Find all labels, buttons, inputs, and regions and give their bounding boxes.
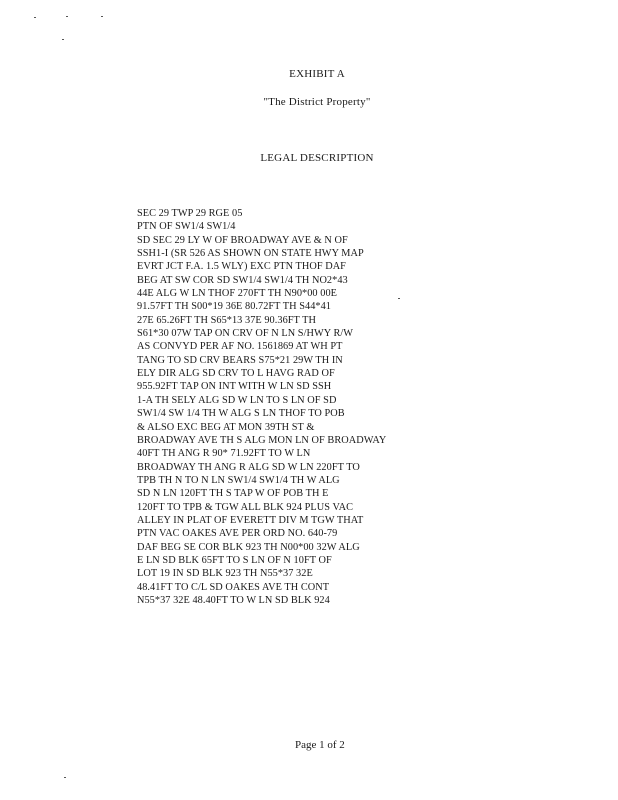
- scan-speck: [62, 39, 64, 40]
- scan-speck: [34, 17, 36, 18]
- description-line: BEG AT SW COR SD SW1/4 SW1/4 TH NO2*43: [137, 274, 348, 286]
- description-line: ALLEY IN PLAT OF EVERETT DIV M TGW THAT: [137, 514, 364, 526]
- description-line: S61*30 07W TAP ON CRV OF N LN S/HWY R/W: [137, 328, 354, 340]
- description-line: AS CONVYD PER AF NO. 1561869 AT WH PT: [137, 341, 343, 353]
- description-line: N55*37 32E 48.40FT TO W LN SD BLK 924: [137, 594, 330, 606]
- description-line: 1-A TH SELY ALG SD W LN TO S LN OF SD: [137, 394, 337, 406]
- description-line: 48.41FT TO C/L SD OAKES AVE TH CONT: [137, 581, 330, 593]
- description-line: SD SEC 29 LY W OF BROADWAY AVE & N OF: [137, 234, 348, 246]
- exhibit-title: EXHIBIT A: [289, 68, 345, 80]
- description-line: DAF BEG SE COR BLK 923 TH N00*00 32W ALG: [137, 541, 360, 553]
- description-line: BROADWAY AVE TH S ALG MON LN OF BROADWAY: [137, 434, 387, 446]
- description-line: 44E ALG W LN THOF 270FT TH N90*00 00E: [137, 288, 337, 300]
- scan-speck: [64, 777, 66, 778]
- description-line: 27E 65.26FT TH S65*13 37E 90.36FT TH: [137, 314, 316, 326]
- description-line: E LN SD BLK 65FT TO S LN OF N 10FT OF: [137, 554, 332, 566]
- page-number: Page 1 of 2: [295, 739, 345, 751]
- description-line: SSH1-I (SR 526 AS SHOWN ON STATE HWY MAP: [137, 248, 364, 260]
- scan-speck: [398, 298, 400, 299]
- description-line: SEC 29 TWP 29 RGE 05: [137, 208, 243, 219]
- description-line: 91.57FT TH S00*19 36E 80.72FT TH S44*41: [137, 301, 331, 313]
- description-line: TANG TO SD CRV BEARS S75*21 29W TH IN: [137, 354, 343, 366]
- legal-description-body: [137, 207, 386, 607]
- scan-speck: [66, 16, 68, 17]
- property-subtitle: "The District Property": [263, 96, 371, 108]
- description-line: SW1/4 SW 1/4 TH W ALG S LN THOF TO POB: [137, 408, 345, 420]
- description-line: ELY DIR ALG SD CRV TO L HAVG RAD OF: [137, 368, 335, 380]
- legal-description-heading: LEGAL DESCRIPTION: [260, 152, 374, 164]
- description-line: EVRT JCT F.A. 1.5 WLY) EXC PTN THOF DAF: [137, 261, 346, 273]
- description-line: & ALSO EXC BEG AT MON 39TH ST &: [137, 421, 315, 433]
- description-line: BROADWAY TH ANG R ALG SD W LN 220FT TO: [137, 461, 360, 473]
- description-line: 120FT TO TPB & TGW ALL BLK 924 PLUS VAC: [137, 501, 354, 513]
- description-line: 40FT TH ANG R 90* 71.92FT TO W LN: [137, 448, 311, 460]
- description-line: TPB TH N TO N LN SW1/4 SW1/4 TH W ALG: [137, 474, 340, 486]
- description-line: 955.92FT TAP ON INT WITH W LN SD SSH: [137, 381, 332, 393]
- description-line: PTN OF SW1/4 SW1/4: [137, 221, 236, 233]
- description-line: LOT 19 IN SD BLK 923 TH N55*37 32E: [137, 568, 313, 580]
- scan-speck: [101, 16, 103, 17]
- description-line: SD N LN 120FT TH S TAP W OF POB TH E: [137, 488, 329, 500]
- description-line: PTN VAC OAKES AVE PER ORD NO. 640-79: [137, 528, 338, 540]
